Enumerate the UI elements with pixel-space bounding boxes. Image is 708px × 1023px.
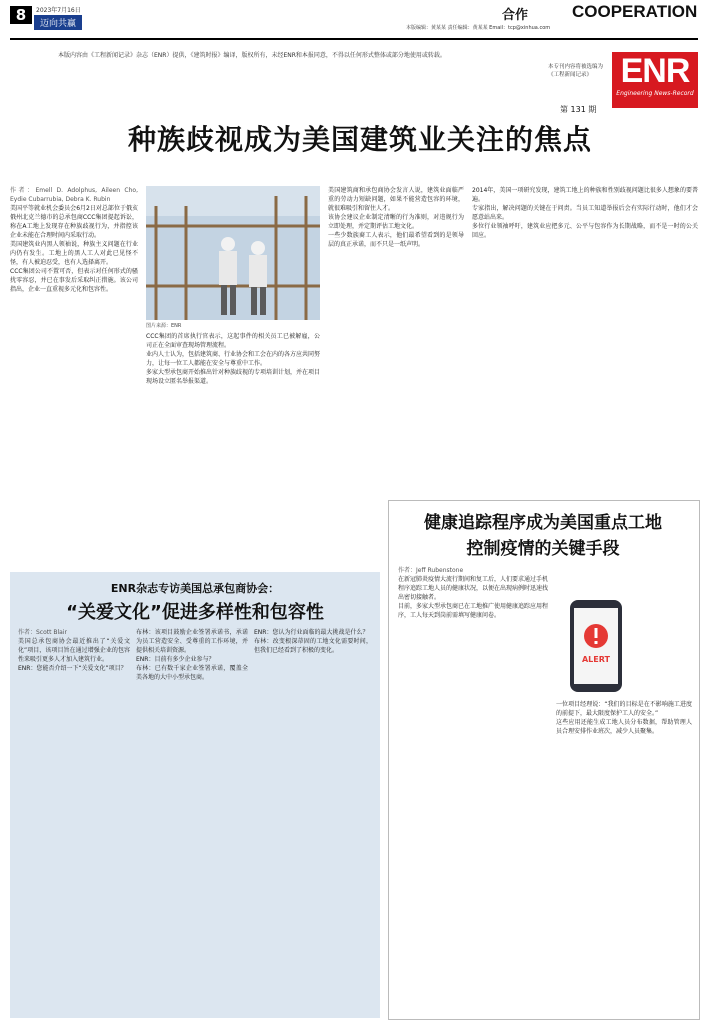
section-tag: 迈向共赢 [34, 15, 82, 30]
article2-paragraph: 在新冠肺炎疫情大流行期间和复工后，人们要求通过手机程序追踪工地人员的健康状况，以便在出现病例时迅速找出密切接触者。 [398, 576, 548, 601]
article1-column-4 [472, 186, 698, 492]
editor-credits: 本版编辑：黄某某 责任编辑：黄某某 Email：tcp@xinhua.com [406, 25, 551, 31]
article1-paragraph: 美国建筑商和承包商协会发言人说，建筑业面临严重的劳动力短缺问题，如果不能营造包容的环境，就很难吸引和留住人才。 [328, 187, 464, 212]
issue-number: 第 131 期 [560, 105, 597, 114]
article2-byline: 作者：Jeff Rubenstone [398, 567, 464, 574]
main-headline: 种族歧视成为美国建筑业关注的焦点 [127, 123, 592, 156]
article1-paragraph: 业内人士认为，包括建筑商、行业协会和工会在内的各方应共同努力，让每一位工人都能在安全与尊重中工作。 [146, 351, 320, 367]
article3-paragraph: ENR：您能否介绍一下“关爱文化”项目？ [18, 665, 127, 672]
article2-column-2 [556, 700, 692, 1012]
article2-paragraph: 一位项目经理说：“我们的目标是在不影响施工进度的前提下，最大限度保护工人的安全。” [556, 701, 692, 717]
article3-title-line2: “关爱文化”促进多样性和包容性 [66, 602, 324, 623]
article1-paragraph: 一些少数族裔工人表示，他们最希望看到的是领导层的真正承诺，而不只是一纸声明。 [328, 232, 464, 248]
article3-paragraph: ENR：目前有多少企业参与？ [136, 656, 215, 663]
article3-paragraph: 美国总承包商协会最近推出了“关爱文化”项目，该项目旨在通过增强企业的包容性来吸引更多人才加入建筑行业。 [18, 638, 130, 663]
article3-paragraph: 布林：改变根深蒂固的工地文化需要时间，但我们已经看到了积极的变化。 [254, 638, 372, 654]
construction-workers-photo [146, 186, 320, 320]
article1-paragraph: 美国建筑业内黑人领袖说，种族主义问题在行业内仍有发生。工地上的黑人工人对此已见怪不怪，有人被迫忍受，也有人选择离开。 [10, 241, 138, 266]
phone-alert-illustration [556, 598, 636, 694]
article1-paragraph: 多家大型承包商开始推出针对种族歧视的专项培训计划，并在项目现场设立匿名举报渠道。 [146, 369, 320, 385]
article3-byline: 作者：Scott Blair [18, 629, 67, 636]
header-rule [10, 38, 698, 40]
phone-alert-label: ALERT [581, 655, 611, 664]
article3-paragraph: 布林：该项目鼓励企业签署承诺书，承诺为员工营造安全、受尊重的工作环境，并提供相关培训资源。 [136, 629, 248, 654]
article3-paragraph: ENR：您认为行业面临的最大挑战是什么？ [254, 629, 369, 636]
article1-byline: 作者：Emell D. Adolphus, Aileen Cho, Eydie Cubarrubia, Debra K. Rubin [10, 187, 138, 203]
enr-logo [612, 52, 698, 108]
section-title-cn: 合作 [502, 8, 529, 23]
article1-paragraph: 美国平等就业机会委员会6月2日对总部位于俄亥俄州北克兰德市的总承包商CCC集团提起诉讼，称在A工地上发现存在种族歧视行为，并指控该企业未能在合理时间内采取行动。 [10, 205, 138, 239]
article3-title-line1: ENR杂志专访美国总承包商协会： [110, 582, 280, 595]
article2-paragraph: 这些应用还能生成工地人员分布数据，帮助管理人员合理安排作业班次，减少人员聚集。 [556, 719, 692, 735]
section-title-en: COOPERATION [572, 2, 698, 21]
enr-logo-text: ENR [620, 52, 690, 90]
article3-column-2 [136, 628, 248, 1012]
article3-column-3 [254, 628, 372, 1012]
article1-paragraph: CCC集团的首席执行官表示，这起事件的相关员工已被解雇，公司正在全面审查现场管理流程。 [146, 333, 320, 349]
article1-paragraph: 该协会建议企业制定清晰的行为准则，对违规行为立即处理，并定期评估工地文化。 [328, 214, 464, 230]
issue-date: 2023年7月16日 [36, 7, 81, 14]
page-number: 8 [10, 6, 32, 24]
article2-paragraph: 目前，多家大型承包商已在工地推广使用健康追踪应用程序，工人每天到岗前需填写健康问卷。 [398, 603, 548, 619]
copyright-notice: 本版内容由《工程新闻记录》杂志（ENR）提供，《建筑时报》编译，版权所有，未经ENR和本报同意，不得以任何形式整体或部分地使用或转载。 [58, 52, 446, 59]
article1-paragraph: 2014年，美国一项研究发现，建筑工地上的种族和性别歧视问题比很多人想象的要普遍。 [472, 187, 698, 203]
article3-column-1 [18, 628, 130, 1012]
article1-column-1 [10, 186, 138, 564]
article2-column-1 [398, 566, 548, 1012]
article1-column-2 [146, 332, 320, 564]
enr-logo-subtitle: Engineering News-Record [616, 90, 694, 97]
article1-paragraph: 多位行业领袖呼吁，建筑业应把多元、公平与包容作为长期战略，而不是一时的公关回应。 [472, 223, 698, 239]
article3-paragraph: 布林：已有数千家企业签署承诺，覆盖全美各地的大中小型承包商。 [136, 665, 248, 681]
article2-title-line1: 健康追踪程序成为美国重点工地 [424, 513, 662, 533]
article1-paragraph: 专家指出，解决问题的关键在于问责。当员工知道举报后会有实际行动时，他们才会愿意站出来。 [472, 205, 698, 221]
photo-caption: 图片来源：ENR [146, 323, 182, 329]
column-info: 本专刊内容将被选编为《工程新闻记录》 [548, 64, 604, 78]
article1-paragraph: CCC集团公司不置可否，但表示对任何形式的骚扰零容忍，并已在事发后采取纠正措施。该公司指出，企业一直重视多元化和包容性。 [10, 268, 138, 293]
article1-column-3 [328, 186, 464, 492]
article2-title-line2: 控制疫情的关键手段 [466, 539, 620, 559]
